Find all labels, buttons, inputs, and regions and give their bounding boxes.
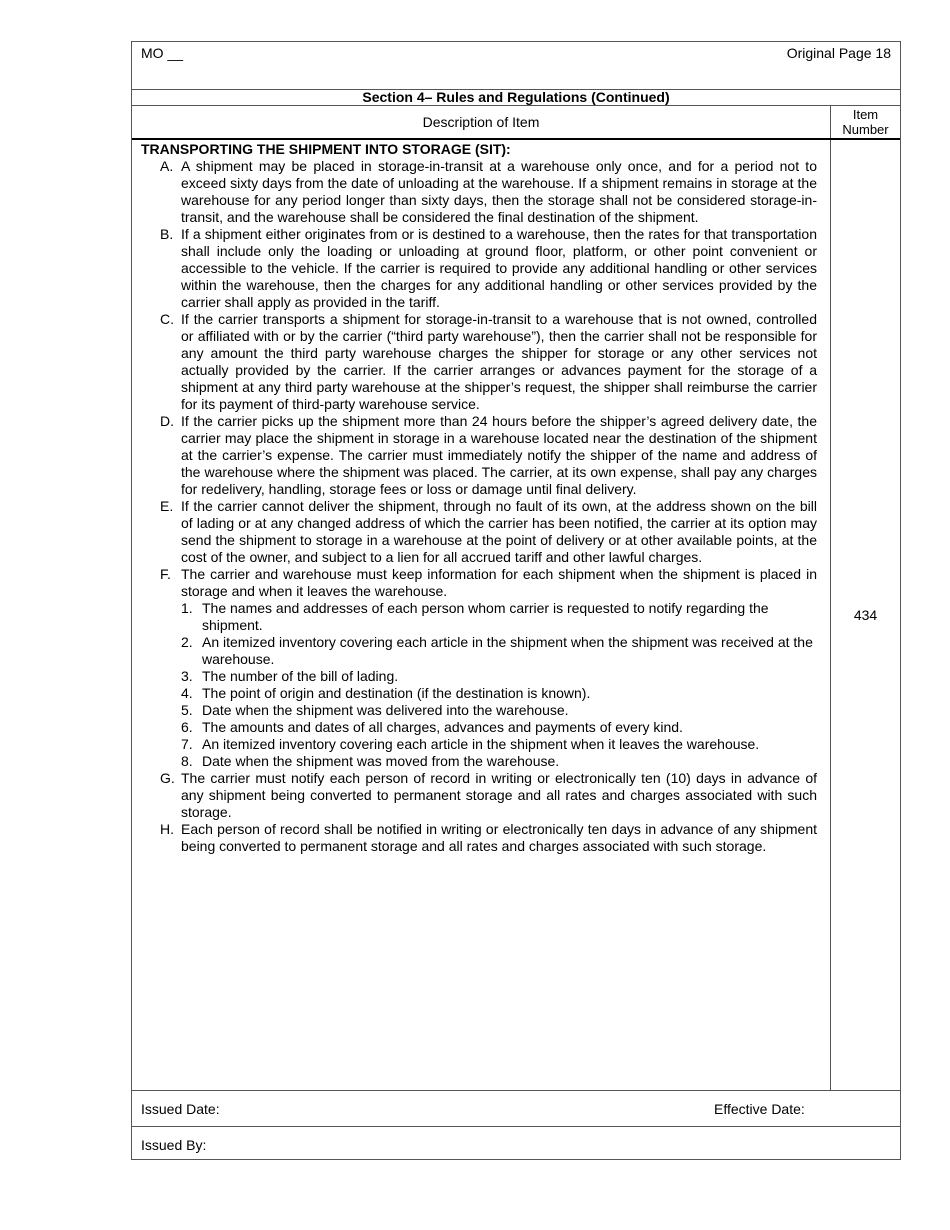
rule-paragraph xyxy=(141,413,817,498)
item-heading: TRANSPORTING THE SHIPMENT INTO STORAGE (SIT): xyxy=(141,141,511,157)
record-requirement-item-label: 1. xyxy=(181,600,193,616)
item-body-row xyxy=(132,140,900,1091)
rule-paragraph-label: A. xyxy=(160,158,174,174)
record-requirement-item-text: An itemized inventory covering each article in the shipment when it leaves the warehouse. xyxy=(202,736,760,752)
rule-paragraph xyxy=(141,498,817,566)
record-requirement-item-label: 8. xyxy=(181,753,193,769)
rule-paragraphs xyxy=(141,158,817,600)
rule-paragraph xyxy=(141,226,817,311)
record-requirement-item-label: 5. xyxy=(181,702,193,718)
description-cell xyxy=(132,140,830,1090)
record-requirement-item-text: The number of the bill of lading. xyxy=(202,668,399,684)
record-requirement-item-label: 3. xyxy=(181,668,193,684)
rule-paragraph-text: Each person of record shall be notified in writing or electronically ten days in advance of any shipment being converted to permanent storage and all rates and charges associated with such storage. xyxy=(181,821,817,854)
description-content xyxy=(141,141,817,855)
rule-paragraph-label: C. xyxy=(160,311,174,327)
rule-paragraph-text: If the carrier transports a shipment for storage-in-transit to a warehouse that is not owned, controlled or affiliated with or by the carrier (“third party warehouse”), then the carrier shall not be responsible for any amount the third party warehouse charges the shipper for storage or any other services not actually provided by the carrier. If the carrier arranges or advances payment for the storage of a shipment at any third party warehouse at the shipper’s request, the shipper shall reimburse the carrier for its payment of third-party warehouse service. xyxy=(181,311,817,412)
rule-paragraph-label: H. xyxy=(160,821,174,837)
rule-paragraph xyxy=(141,821,817,855)
record-requirement-item-label: 4. xyxy=(181,685,193,701)
record-requirement-item xyxy=(141,600,817,634)
rule-paragraph-text: The carrier must notify each person of record in writing or electronically ten (10) days in advance of any shipment being converted to permanent storage and all rates and charges associated with such storage. xyxy=(181,770,817,820)
rule-paragraph-text: If a shipment either originates from or is destined to a warehouse, then the rates for that transportation shall include only the loading or unloading at ground floor, platform, or other point convenient or accessible to the vehicle. If the carrier is required to provide any additional handling or other services within the warehouse, then the charges for any additional handling or other services provided by the carrier shall apply as provided in the tariff. xyxy=(181,226,817,310)
rule-paragraph xyxy=(141,566,817,600)
record-requirement-item-text: The point of origin and destination (if the destination is known). xyxy=(202,685,591,701)
footer-issuer-row xyxy=(132,1127,900,1160)
item-number-cell xyxy=(830,140,900,1090)
rule-paragraph-label: G. xyxy=(160,770,175,786)
state-code: MO __ xyxy=(141,45,184,61)
rule-paragraph-text: If the carrier cannot deliver the shipment, through no fault of its own, at the address shown on the bill of lading or at any changed address of which the carrier has been notified, the carrier at its option may send the shipment to storage in a warehouse at the point of delivery or at other available points, at the cost of the owner, and subject to a lien for all accrued tariff and other lawful charges. xyxy=(181,498,817,565)
rule-paragraph-label: E. xyxy=(160,498,174,514)
record-requirements-list xyxy=(141,600,817,770)
record-requirement-item-text: The names and addresses of each person whom carrier is requested to notify regarding the shipment. xyxy=(202,600,769,633)
record-requirement-item xyxy=(141,736,817,753)
record-requirement-item xyxy=(141,719,817,736)
record-requirement-item-label: 7. xyxy=(181,736,193,752)
record-requirement-item-text: The amounts and dates of all charges, advances and payments of every kind. xyxy=(202,719,683,735)
record-requirement-item-text: An itemized inventory covering each article in the shipment when the shipment was received at the warehouse. xyxy=(202,634,813,667)
rule-paragraph xyxy=(141,158,817,226)
record-requirement-item xyxy=(141,634,817,668)
rule-paragraph xyxy=(141,311,817,413)
tariff-page-frame xyxy=(131,41,901,1160)
issued-date-label: Issued Date: xyxy=(141,1101,220,1117)
page-number: Original Page 18 xyxy=(786,45,891,61)
record-requirement-item-label: 6. xyxy=(181,719,193,735)
rule-paragraph-text: If the carrier picks up the shipment more than 24 hours before the shipper’s agreed delivery date, the carrier may place the shipment in storage in a warehouse located near the destination of the shipment at the carrier’s expense. The carrier must immediately notify the shipper of the name and address of the warehouse where the shipment was placed. The carrier, at its own expense, shall pay any charges for redelivery, handling, storage fees or loss or damage until final delivery. xyxy=(181,413,817,497)
record-requirement-item xyxy=(141,668,817,685)
item-header-line2: Number xyxy=(842,122,889,137)
item-number-column-header xyxy=(830,106,900,138)
item-number: 434 xyxy=(853,607,878,623)
rule-paragraph-label: B. xyxy=(160,226,174,242)
rule-paragraph-label: D. xyxy=(160,413,174,429)
rule-paragraph xyxy=(141,770,817,821)
rule-paragraph-text: A shipment may be placed in storage-in-transit at a warehouse only once, and for a period not to exceed sixty days from the date of unloading at the warehouse. If a shipment remains in storage at the warehouse for any period longer than sixty days, then the storage shall not be considered storage-in-transit, and the warehouse shall be considered the final destination of the shipment. xyxy=(181,158,817,225)
effective-date-label: Effective Date: xyxy=(714,1101,805,1117)
page-header xyxy=(132,42,900,90)
record-requirement-item xyxy=(141,685,817,702)
rule-paragraph-label: F. xyxy=(160,566,171,582)
record-requirement-item-label: 2. xyxy=(181,634,193,650)
record-requirement-item xyxy=(141,753,817,770)
record-requirement-item-text: Date when the shipment was delivered into the warehouse. xyxy=(202,702,569,718)
column-header-row xyxy=(132,106,900,140)
issued-by-label: Issued By: xyxy=(141,1137,207,1153)
rule-paragraph-text: The carrier and warehouse must keep information for each shipment when the shipment is placed in storage and when it leaves the warehouse. xyxy=(181,566,817,599)
item-header-line1: Item xyxy=(852,107,879,122)
final-rule-paragraphs xyxy=(141,770,817,855)
description-column-header: Description of Item xyxy=(422,114,540,130)
record-requirement-item-text: Date when the shipment was moved from the warehouse. xyxy=(202,753,560,769)
record-requirement-item xyxy=(141,702,817,719)
section-title: Section 4– Rules and Regulations (Continued) xyxy=(132,89,900,106)
footer-dates-row xyxy=(132,1091,900,1127)
